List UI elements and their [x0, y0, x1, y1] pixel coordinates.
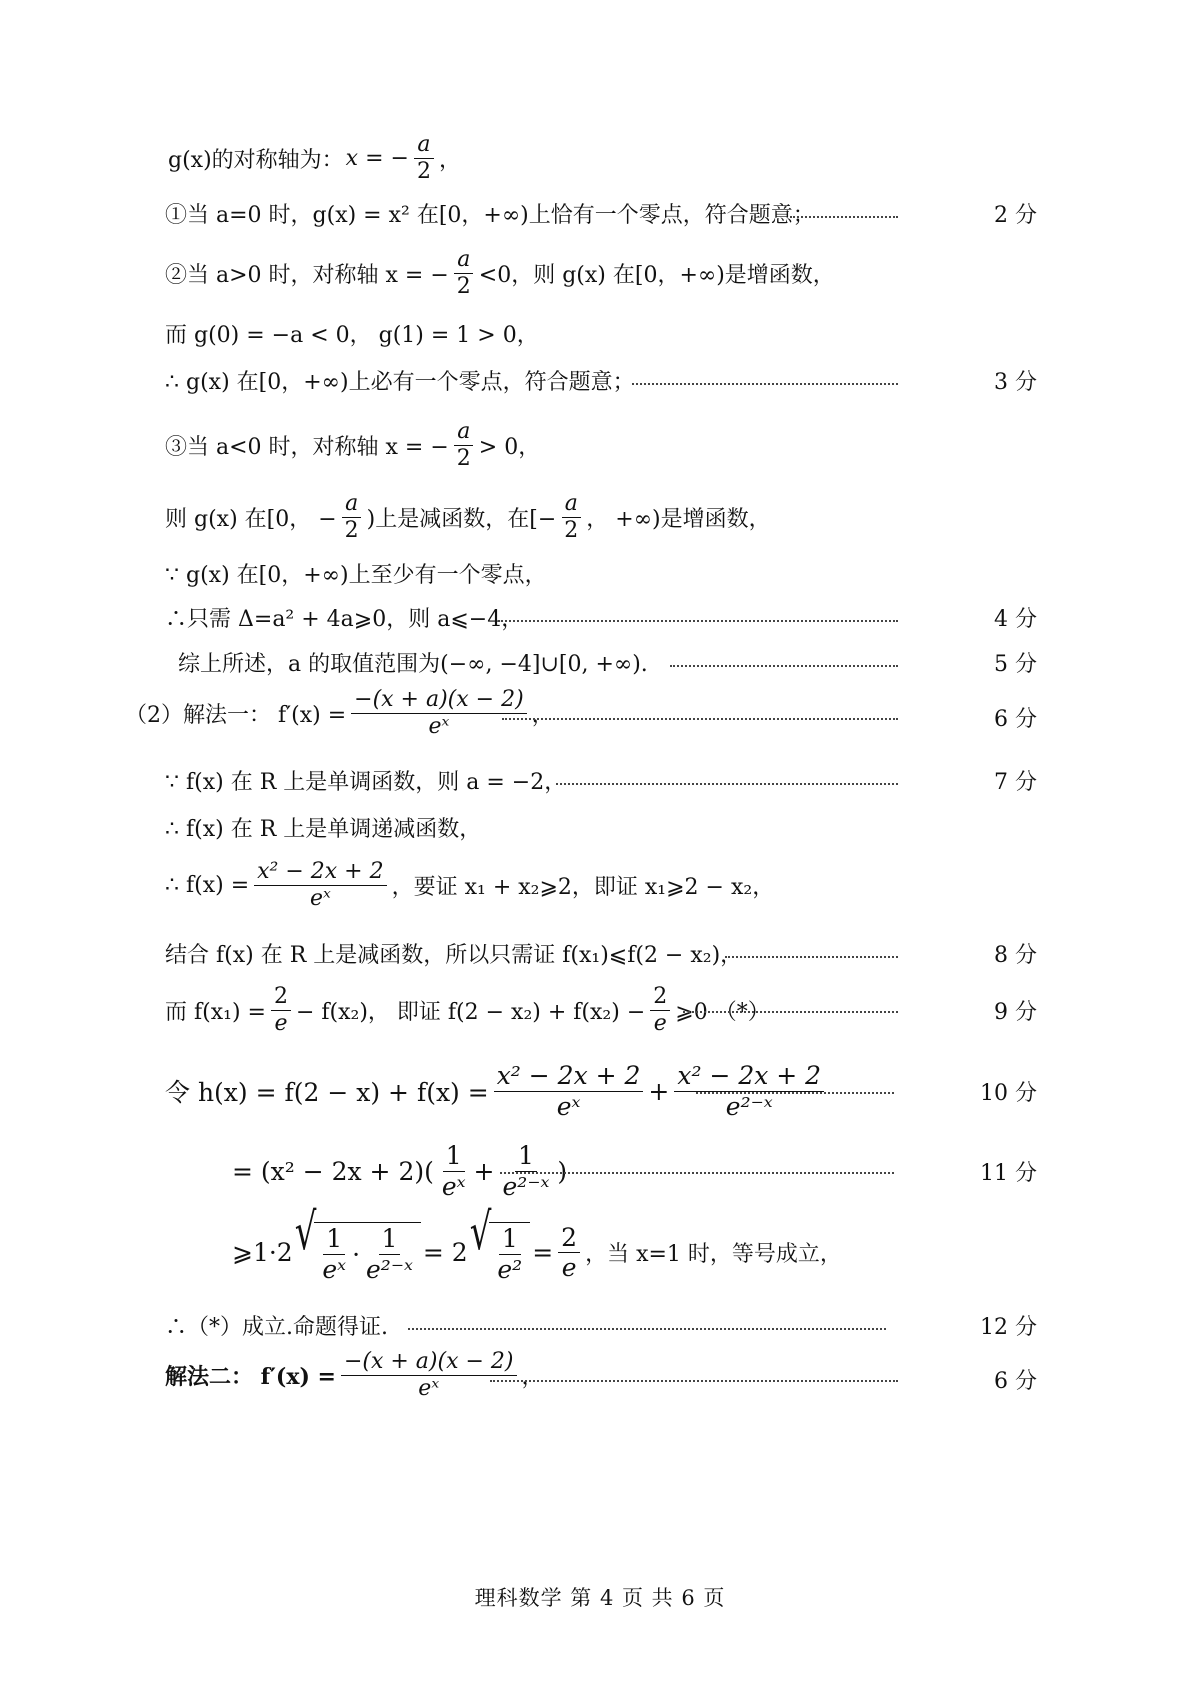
fraction [494, 1225, 525, 1283]
fraction-denominator: eˣ [441, 1171, 466, 1201]
fraction-numerator: 1 [499, 1225, 521, 1255]
fraction-numerator: 1 [515, 1142, 537, 1172]
leader-dots [408, 1328, 886, 1330]
fraction-numerator: a [414, 133, 433, 159]
line-text: 综上所述，a 的取值范围为(−∞, −4]∪[0, +∞). [178, 652, 648, 677]
fraction-numerator: 2 [558, 1224, 580, 1254]
fraction-numerator: −(x + a)(x − 2) [351, 688, 527, 714]
line-text: ⩾0 （*） [675, 1000, 770, 1026]
line-text: g(x)的对称轴为： [168, 148, 344, 174]
line-text: 而 g(0) = −a < 0， g(1) = 1 > 0， [165, 323, 539, 348]
fraction [351, 688, 527, 739]
fraction-numerator: −(x + a)(x − 2) [341, 1350, 517, 1376]
fraction-denominator: eˣ [418, 1376, 440, 1402]
line-text: ， [531, 703, 554, 729]
fraction-numerator: x² − 2x + 2 [254, 860, 386, 886]
square-root [294, 1202, 421, 1284]
fraction [414, 133, 434, 184]
fraction-numerator: 1 [379, 1225, 401, 1255]
square-root [469, 1202, 531, 1284]
line-text: = (x² − 2x + 2)( [232, 1156, 434, 1186]
score-label: 6 分 [994, 1369, 1037, 1394]
fraction-denominator: e [653, 1011, 667, 1037]
leader-dots [556, 783, 898, 785]
fraction [674, 1062, 824, 1120]
fraction [558, 1224, 580, 1282]
fraction-denominator: eˣ [322, 1254, 347, 1284]
fraction [650, 985, 670, 1036]
fraction-numerator: 2 [271, 985, 291, 1011]
leader-dots [683, 1011, 898, 1013]
fraction-numerator: 2 [650, 985, 670, 1011]
line-text: > 0， [478, 435, 541, 461]
fraction-numerator: 1 [323, 1225, 345, 1255]
fraction-denominator: eˣ [556, 1091, 581, 1121]
line-text: ①当 a=0 时，g(x) = x² 在[0，+∞)上恰有一个零点，符合题意； [165, 203, 815, 228]
fraction [561, 492, 581, 543]
math-text: x = − [345, 146, 409, 172]
leader-dots [696, 1092, 894, 1094]
line-text: ∴ g(x) 在[0，+∞)上必有一个零点，符合题意； [165, 370, 635, 395]
fraction-numerator: a [454, 248, 473, 274]
line-text: <0，则 g(x) 在[0，+∞)是增函数， [478, 263, 835, 289]
page-footer: 理科数学 第 4 页 共 6 页 [474, 1586, 726, 1610]
fraction-denominator: eˣ [309, 886, 331, 912]
radical-sign: √ [469, 1202, 492, 1263]
score-label: 7 分 [994, 770, 1037, 795]
line-text: − f(x₂)， 即证 f(2 − x₂) + f(x₂) − [295, 1000, 646, 1026]
score-label: 3 分 [994, 370, 1037, 395]
line-text: ) [557, 1156, 568, 1186]
radicand [489, 1222, 530, 1283]
fraction-denominator: e [561, 1253, 577, 1282]
fraction-numerator: x² − 2x + 2 [674, 1062, 824, 1092]
fraction [363, 1225, 416, 1283]
line-text: )上是减函数，在[− [366, 507, 557, 533]
fraction [342, 492, 362, 543]
fraction-numerator: a [562, 492, 581, 518]
fraction-denominator: 2 [456, 446, 471, 472]
line-text: ∵ f(x) 在 R 上是单调函数，则 a = −2， [165, 770, 567, 795]
leader-dots [500, 1172, 894, 1174]
line-text: + [473, 1156, 495, 1186]
fraction-denominator: e [274, 1011, 288, 1037]
fraction-denominator: e²⁻ˣ [366, 1254, 413, 1284]
fraction-denominator: e²⁻ˣ [502, 1171, 550, 1201]
radicand [314, 1222, 421, 1283]
fraction-numerator: x² − 2x + 2 [494, 1062, 644, 1092]
line-text: ∴只需 Δ=a² + 4a⩾0，则 a⩽−4， [165, 607, 524, 632]
line-text: ∴ f(x) = [165, 873, 250, 899]
fraction-denominator: e² [497, 1254, 523, 1284]
fraction-numerator: a [454, 420, 473, 446]
score-label: 12 分 [980, 1315, 1037, 1340]
fraction [319, 1225, 349, 1283]
line-text: ∴ f(x) 在 R 上是单调递减函数， [165, 817, 482, 842]
line-text: ∵ g(x) 在[0，+∞)上至少有一个零点， [165, 563, 547, 588]
fraction [271, 985, 291, 1036]
score-label: 8 分 [994, 943, 1037, 968]
line-text: ， [521, 1365, 544, 1391]
line-text: ，要证 x₁ + x₂⩾2，即证 x₁⩾2 − x₂， [391, 875, 775, 901]
line-text: + [648, 1076, 670, 1106]
fraction-denominator: eˣ [428, 714, 450, 740]
score-label: 9 分 [994, 1000, 1037, 1025]
fraction [254, 860, 386, 911]
fraction-denominator: 2 [456, 274, 471, 300]
score-label: 11 分 [980, 1161, 1037, 1186]
line-text: 结合 f(x) 在 R 上是减函数，所以只需证 f(x₁)⩽f(2 − x₂)， [165, 943, 743, 968]
fraction-denominator: 2 [416, 159, 431, 185]
line-text: = [532, 1238, 554, 1267]
line-text: ， [438, 148, 461, 174]
fraction [341, 1350, 517, 1401]
leader-dots [502, 718, 898, 720]
score-label: 6 分 [994, 707, 1037, 732]
score-label: 2 分 [994, 203, 1037, 228]
fraction-denominator: 2 [344, 518, 359, 544]
leader-dots [670, 665, 898, 667]
fraction [454, 420, 474, 471]
line-text: ，当 x=1 时，等号成立， [585, 1242, 842, 1267]
line-text: 而 f(x₁) = [165, 1000, 266, 1026]
line-text: ⩾1·2 [232, 1238, 293, 1267]
fraction [454, 248, 474, 299]
fraction-numerator: 1 [443, 1142, 465, 1172]
line-text: 则 g(x) 在[0， − [165, 507, 337, 533]
radical-sign: √ [294, 1202, 317, 1263]
leader-dots [632, 383, 898, 385]
line-text: ， +∞)是增函数， [586, 507, 771, 533]
leader-dots [490, 1380, 898, 1382]
leader-dots [498, 620, 898, 622]
math-text: · [352, 1239, 361, 1269]
fraction-denominator: 2 [564, 518, 579, 544]
line-text: 令 h(x) = f(2 − x) + f(x) = [165, 1078, 489, 1107]
line-text: ③当 a<0 时，对称轴 x = − [165, 435, 449, 461]
line-text: ②当 a>0 时，对称轴 x = − [165, 263, 449, 289]
fraction-denominator: e²⁻ˣ [725, 1091, 773, 1121]
fraction [439, 1142, 469, 1200]
leader-dots [725, 956, 898, 958]
fraction [500, 1142, 553, 1200]
score-label: 10 分 [980, 1081, 1037, 1106]
line-text: ∴（*）成立.命题得证. [165, 1315, 388, 1340]
fraction [494, 1062, 644, 1120]
leader-dots [790, 216, 898, 218]
line-text: 解法二： f′(x) = [165, 1364, 336, 1391]
score-label: 5 分 [994, 652, 1037, 677]
score-label: 4 分 [994, 607, 1037, 632]
line-text: （2）解法一： f′(x) = [125, 703, 347, 729]
fraction-numerator: a [342, 492, 361, 518]
line-text: = 2 [422, 1238, 468, 1267]
